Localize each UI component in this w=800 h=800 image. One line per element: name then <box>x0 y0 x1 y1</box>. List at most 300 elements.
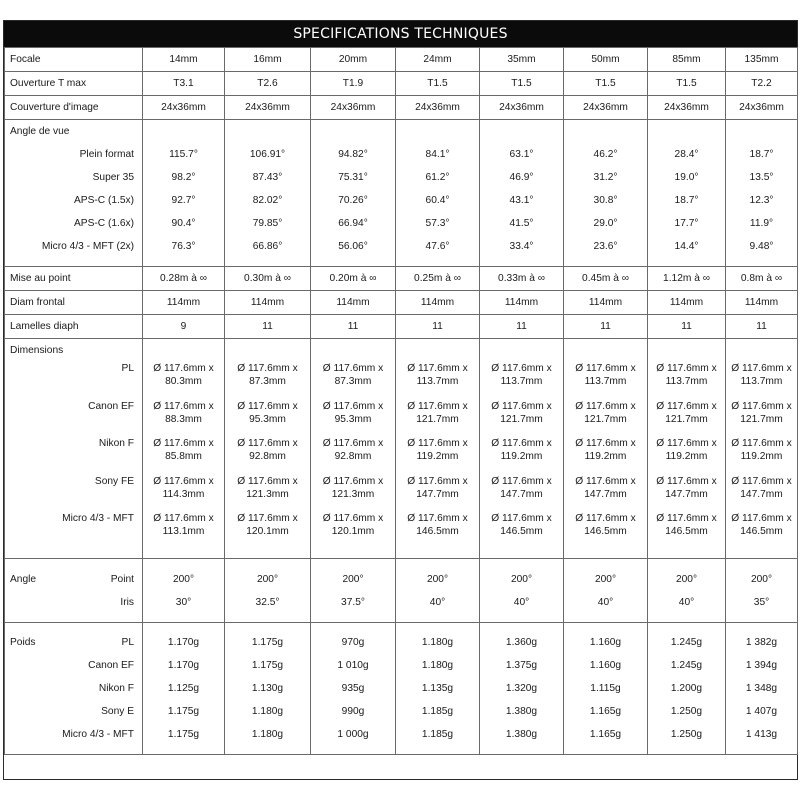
spacer <box>564 559 647 568</box>
cell-value: 66.94° <box>338 218 368 229</box>
angle-value-cell <box>648 558 726 622</box>
dimension-line-1: Ø 117.6mm x <box>322 400 384 412</box>
sub-row-label: Nikon F <box>98 438 134 449</box>
dimension-line-1: Ø 117.6mm x <box>153 438 214 449</box>
spacer <box>564 550 647 558</box>
row-label: Mise au point <box>5 267 143 291</box>
spacer <box>143 614 224 622</box>
sub-row-label: APS-C (1.6x) <box>73 218 134 229</box>
cell-value: 11 <box>648 315 726 339</box>
dimension-line-2: 119.2mm <box>416 451 459 462</box>
cell-value: 19.0° <box>674 172 699 183</box>
dimension-value <box>225 437 310 475</box>
cell-value: 115.7° <box>169 149 198 160</box>
cell-value: T1.5 <box>564 72 648 96</box>
dimension-value <box>225 400 310 438</box>
sub-row-label-line <box>5 568 142 591</box>
cell-value: 70.26° <box>338 195 368 206</box>
angle_de_vue-value-cell <box>396 120 480 267</box>
dimension-value <box>480 437 563 475</box>
cell-value: 35° <box>753 596 770 608</box>
cell-value: T3.1 <box>143 72 225 96</box>
angle-value-cell <box>564 558 648 622</box>
spacer <box>5 550 142 558</box>
cell-value: 61.2° <box>425 172 450 183</box>
angle_de_vue-value-cell <box>648 120 726 267</box>
cell-value: 0.8m à ∞ <box>726 267 798 291</box>
dimension-line-2: 119.2mm <box>665 451 708 462</box>
dimension-line-2: 92.8mm <box>249 451 286 462</box>
dimension-line-2: 146.5mm <box>665 526 708 537</box>
dimension-value <box>311 512 395 550</box>
cell-value: 1.250g <box>670 728 703 740</box>
spec-sheet <box>3 20 798 780</box>
dimension-line-2: 113.7mm <box>416 376 459 387</box>
dimensions-value-cell <box>480 339 564 559</box>
cell-value: 50mm <box>564 48 648 72</box>
dimensions-label-cell <box>5 339 143 559</box>
cell-value: 75.31° <box>338 172 368 183</box>
dimension-line-1: Ø 117.6mm x <box>407 513 468 524</box>
sub-row-label: Micro 4/3 - MFT <box>62 513 134 524</box>
dimension-value <box>480 362 563 400</box>
spacer <box>143 623 224 631</box>
spacer-line <box>396 339 479 362</box>
dimension-line-2: 119.2mm <box>500 451 543 462</box>
spacer <box>143 746 224 754</box>
dimension-line-1: Ø 117.6mm x <box>237 438 298 449</box>
dimension-value <box>396 475 479 513</box>
cell-value: 63.1° <box>509 149 534 160</box>
dimension-line-1: Ø 117.6mm x <box>731 363 792 374</box>
spacer <box>311 614 395 622</box>
dimension-value <box>225 475 310 513</box>
dimensions-value-cell <box>143 339 225 559</box>
cell-value: 1.125g <box>167 682 200 694</box>
sub-row-label: Nikon F <box>98 682 134 694</box>
cell-value: 9 <box>143 315 225 339</box>
cell-value: 935g <box>341 682 365 694</box>
dimension-line-1: Ø 117.6mm x <box>491 438 552 449</box>
cell-value: 200° <box>675 573 698 585</box>
poids-label-cell <box>5 622 143 754</box>
cell-value: 84.1° <box>425 149 450 160</box>
cell-value: 114mm <box>396 291 480 315</box>
spacer-line <box>648 339 725 362</box>
cell-value: 114mm <box>648 291 726 315</box>
cell-value: 24x36mm <box>311 96 396 120</box>
dimension-line-1: Ø 117.6mm x <box>322 513 384 524</box>
dimension-line-2: 95.3mm <box>334 413 372 425</box>
cell-value: 40° <box>678 596 695 608</box>
angle-value-cell <box>311 558 396 622</box>
sub-row-label: Super 35 <box>92 172 134 183</box>
cell-value: 11 <box>480 315 564 339</box>
dimension-line-2: 114.3mm <box>162 488 205 500</box>
cell-value: 1.135g <box>421 682 454 694</box>
cell-value: 40° <box>597 596 614 608</box>
spacer-line <box>564 339 647 362</box>
sub-row-label-line <box>5 631 142 654</box>
spacer-line <box>225 120 310 143</box>
dimension-value <box>726 437 797 475</box>
dimension-line-1: Ø 117.6mm x <box>731 438 792 449</box>
dimension-value <box>648 362 725 400</box>
dimension-value <box>396 362 479 400</box>
cell-value: 1.185g <box>421 728 454 740</box>
cell-value: 1 010g <box>337 659 369 671</box>
cell-value: 0.33m à ∞ <box>480 267 564 291</box>
cell-value: 17.7° <box>674 218 699 229</box>
cell-value: 1.185g <box>421 705 454 717</box>
table-row <box>5 72 798 96</box>
cell-value: 1.130g <box>251 682 284 694</box>
cell-value: 29.0° <box>593 218 618 229</box>
dimension-line-1: Ø 117.6mm x <box>407 363 468 374</box>
dimension-line-2: 147.7mm <box>740 488 783 500</box>
cell-value: 16mm <box>225 48 311 72</box>
dimension-line-1: Ø 117.6mm x <box>575 475 636 487</box>
spacer <box>5 559 142 568</box>
cell-value: 114mm <box>225 291 311 315</box>
row-label: Couverture d'image <box>5 96 143 120</box>
spacer <box>396 623 479 631</box>
cell-value: 11 <box>225 315 311 339</box>
cell-value: 40° <box>513 596 530 608</box>
spacer <box>143 258 224 266</box>
dimension-value <box>396 400 479 438</box>
dimensions-value-cell <box>648 339 726 559</box>
dimension-line-2: 147.7mm <box>584 488 627 500</box>
dimension-line-2: 113.7mm <box>584 376 627 387</box>
spacer <box>648 550 725 558</box>
sub-row-label: Micro 4/3 - MFT <box>62 728 134 740</box>
cell-value: 1.180g <box>421 636 454 648</box>
cell-value: 200° <box>426 573 449 585</box>
cell-value: 1.320g <box>505 682 538 694</box>
cell-value: 1.115g <box>590 682 621 694</box>
spacer-line <box>225 339 310 362</box>
dimension-line-1: Ø 117.6mm x <box>656 363 717 374</box>
dimension-line-2: 146.5mm <box>416 526 459 537</box>
poids-value-cell <box>480 622 564 754</box>
spacer <box>726 550 797 558</box>
dimension-value <box>225 362 310 400</box>
poids-heading: Poids <box>10 636 36 648</box>
cell-value: 1.360g <box>505 636 538 648</box>
angle_de_vue-value-cell <box>311 120 396 267</box>
spec-table-body <box>5 48 798 755</box>
spacer <box>480 559 563 568</box>
spacer <box>225 746 310 754</box>
cell-value: 18.7° <box>749 149 774 160</box>
dimensions-value-cell <box>311 339 396 559</box>
dimension-line-1: Ø 117.6mm x <box>656 400 717 412</box>
spacer-line <box>143 339 224 362</box>
cell-value: 1.380g <box>505 705 538 717</box>
cell-value: 1.375g <box>505 659 538 671</box>
cell-value: 11 <box>564 315 648 339</box>
cell-value: 79.85° <box>252 218 283 229</box>
dimension-line-2: 92.8mm <box>334 451 372 462</box>
dimension-line-2: 121.7mm <box>665 413 708 425</box>
cell-value: T1.5 <box>480 72 564 96</box>
dimension-value <box>396 512 479 550</box>
dimension-line-1: Ø 117.6mm x <box>491 363 552 374</box>
cell-value: 35mm <box>480 48 564 72</box>
spacer <box>726 746 797 754</box>
dimensions-value-cell <box>564 339 648 559</box>
cell-value: T1.9 <box>311 72 396 96</box>
spacer <box>311 550 395 558</box>
cell-value: 28.4° <box>674 149 699 160</box>
angle-heading: Angle <box>10 573 37 585</box>
dimension-line-2: 87.3mm <box>334 376 372 387</box>
sub-row-label: Canon EF <box>88 659 134 671</box>
spacer <box>480 550 563 558</box>
dimension-line-2: 121.3mm <box>331 488 375 500</box>
cell-value: 9.48° <box>749 241 774 252</box>
poids-value-cell <box>311 622 396 754</box>
sub-row-label: Plein format <box>79 149 134 160</box>
dimension-line-1: Ø 117.6mm x <box>656 513 717 524</box>
cell-value: 24x36mm <box>726 96 798 120</box>
cell-value: 200° <box>256 573 279 585</box>
poids-value-cell <box>648 622 726 754</box>
spacer <box>225 614 310 622</box>
cell-value: 24x36mm <box>225 96 311 120</box>
cell-value: T1.5 <box>396 72 480 96</box>
dimension-line-1: Ø 117.6mm x <box>491 513 552 524</box>
spacer <box>396 746 479 754</box>
dimension-line-1: Ø 117.6mm x <box>237 363 298 374</box>
cell-value: 990g <box>341 705 365 717</box>
cell-value: 135mm <box>726 48 798 72</box>
cell-value: 114mm <box>564 291 648 315</box>
dimension-line-2: 146.5mm <box>500 526 543 537</box>
spacer <box>396 550 479 558</box>
dimension-line-1: Ø 117.6mm x <box>575 513 636 524</box>
cell-value: 1.175g <box>167 705 200 717</box>
spacer-line <box>143 120 224 143</box>
dimension-line-2: 146.5mm <box>740 526 783 537</box>
dimension-line-1: Ø 117.6mm x <box>575 400 636 412</box>
cell-value: 1 413g <box>745 728 778 740</box>
spacer-line <box>480 339 563 362</box>
page-title: SPECIFICATIONS TECHNIQUES <box>4 21 797 47</box>
angle_de_vue-label-cell <box>5 120 143 267</box>
cell-value: 57.3° <box>425 218 450 229</box>
dimension-value <box>648 512 725 550</box>
spacer-line <box>726 339 797 362</box>
cell-value: 1.245g <box>670 636 703 648</box>
cell-value: T2.2 <box>726 72 798 96</box>
cell-value: 82.02° <box>252 195 283 206</box>
spacer <box>726 559 797 568</box>
cell-value: 1.180g <box>421 659 454 671</box>
spacer-line <box>480 120 563 143</box>
dimension-line-2: 95.3mm <box>249 413 286 425</box>
dimension-line-2: 121.7mm <box>584 413 627 425</box>
cell-value: 98.2° <box>171 172 196 183</box>
cell-value: 11 <box>726 315 798 339</box>
angle_de_vue-value-cell <box>564 120 648 267</box>
dimension-line-1: Ø 117.6mm x <box>407 400 468 412</box>
row-label: Diam frontal <box>5 291 143 315</box>
cell-value: 46.2° <box>593 149 618 160</box>
cell-value: 200° <box>172 573 195 585</box>
spacer <box>5 623 142 631</box>
cell-value: 0.30m à ∞ <box>225 267 311 291</box>
cell-value: 14mm <box>143 48 225 72</box>
dimension-line-2: 113.7mm <box>500 376 543 387</box>
spacer <box>564 623 647 631</box>
cell-value: 1.170g <box>167 636 200 648</box>
cell-value: 1.165g <box>589 728 622 740</box>
dimensions-value-cell <box>726 339 798 559</box>
cell-value: 1.200g <box>670 682 703 694</box>
dimension-line-1: Ø 117.6mm x <box>407 438 468 449</box>
cell-value: 200° <box>342 573 364 585</box>
cell-value: 40° <box>429 596 446 608</box>
dimension-value <box>225 512 310 550</box>
spacer <box>396 614 479 622</box>
cell-value: 12.3° <box>749 195 774 206</box>
dimension-value <box>143 512 224 550</box>
spacer <box>225 550 310 558</box>
cell-value: 1 000g <box>337 728 369 740</box>
spacer-line <box>648 120 725 143</box>
cell-value: 30° <box>175 596 192 608</box>
cell-value: 31.2° <box>593 172 618 183</box>
dimension-line-2: 113.7mm <box>740 376 783 387</box>
angle_de_vue-heading: Angle de vue <box>10 126 70 137</box>
cell-value: 24x36mm <box>396 96 480 120</box>
dimension-line-2: 121.3mm <box>246 488 289 500</box>
dimension-line-2: 88.3mm <box>165 413 202 425</box>
spacer <box>648 623 725 631</box>
cell-value: 24x36mm <box>480 96 564 120</box>
dimension-line-1: Ø 117.6mm x <box>491 475 552 487</box>
dimension-line-1: Ø 117.6mm x <box>575 363 636 374</box>
dimension-line-2: 146.5mm <box>584 526 627 537</box>
cell-value: 23.6° <box>593 241 618 252</box>
sub-row-label: Sony E <box>101 705 134 717</box>
spacer <box>143 559 224 568</box>
dimension-value <box>480 512 563 550</box>
dimension-value <box>648 475 725 513</box>
spacer <box>143 550 224 558</box>
poids-value-cell <box>143 622 225 754</box>
cell-value: 200° <box>594 573 617 585</box>
dimension-line-2: 121.7mm <box>416 413 459 425</box>
dimension-value <box>311 400 395 438</box>
cell-value: 41.5° <box>509 218 534 229</box>
sub-row-label: Point <box>110 573 134 585</box>
sub-row-label: APS-C (1.5x) <box>73 195 134 206</box>
cell-value: 1.180g <box>251 728 284 740</box>
cell-value: 76.3° <box>171 241 196 252</box>
dimension-value <box>726 475 797 513</box>
dimension-line-1: Ø 117.6mm x <box>237 513 298 524</box>
dimension-line-2: 121.7mm <box>740 413 783 425</box>
cell-value: 1 348g <box>745 682 778 694</box>
spacer <box>480 623 563 631</box>
cell-value: 87.43° <box>252 172 283 183</box>
spacer <box>480 614 563 622</box>
dimension-line-1: Ø 117.6mm x <box>575 438 636 449</box>
dimension-line-2: 121.7mm <box>500 413 543 425</box>
dimension-line-1: Ø 117.6mm x <box>322 475 384 487</box>
cell-value: 11.9° <box>749 218 774 229</box>
dimension-value <box>564 400 647 438</box>
spacer <box>311 258 395 266</box>
dimension-value <box>726 512 797 550</box>
cell-value: 18.7° <box>674 195 699 206</box>
cell-value: 114mm <box>143 291 225 315</box>
dimension-value <box>480 475 563 513</box>
dimension-line-2: 87.3mm <box>249 376 286 387</box>
dimension-line-1: Ø 117.6mm x <box>237 475 298 487</box>
spacer <box>311 623 395 631</box>
cell-value: 0.45m à ∞ <box>564 267 648 291</box>
dimension-value <box>564 362 647 400</box>
spacer <box>5 258 142 266</box>
row-label: Lamelles diaph <box>5 315 143 339</box>
dimension-line-2: 147.7mm <box>500 488 543 500</box>
cell-value: 37.5° <box>341 596 365 608</box>
sub-row-label: PL <box>121 363 134 374</box>
dimension-line-1: Ø 117.6mm x <box>237 400 298 412</box>
cell-value: 106.91° <box>249 149 286 160</box>
spacer <box>311 746 395 754</box>
spacer <box>396 559 479 568</box>
cell-value: 11 <box>311 315 396 339</box>
dimension-line-1: Ø 117.6mm x <box>731 400 792 412</box>
dimension-line-1: Ø 117.6mm x <box>153 363 214 374</box>
sub-row-label: Iris <box>120 596 134 608</box>
cell-value: 46.9° <box>509 172 534 183</box>
spacer <box>648 258 725 266</box>
spacer <box>396 258 479 266</box>
spacer <box>5 746 142 754</box>
dimension-line-2: 85.8mm <box>165 451 202 462</box>
cell-value: 114mm <box>726 291 798 315</box>
dimension-line-1: Ø 117.6mm x <box>153 400 214 412</box>
cell-value: 33.4° <box>509 241 534 252</box>
cell-value: T2.6 <box>225 72 311 96</box>
cell-value: 20mm <box>311 48 396 72</box>
spacer-line <box>726 120 797 143</box>
cell-value: 1.245g <box>670 659 703 671</box>
angle_de_vue-value-cell <box>225 120 311 267</box>
dimension-line-1: Ø 117.6mm x <box>322 438 384 449</box>
dimension-value <box>143 400 224 438</box>
spacer <box>648 614 725 622</box>
cell-value: 200° <box>750 573 773 585</box>
dimension-value <box>396 437 479 475</box>
dimension-line-1: Ø 117.6mm x <box>153 513 214 524</box>
dimension-value <box>564 475 647 513</box>
cell-value: 92.7° <box>171 195 196 206</box>
cell-value: 1.160g <box>589 659 622 671</box>
dimension-value <box>311 475 395 513</box>
cell-value: 32.5° <box>255 596 280 608</box>
spacer <box>564 258 647 266</box>
dimension-value <box>311 437 395 475</box>
table-row <box>5 267 798 291</box>
cell-value: 1 382g <box>745 636 778 648</box>
